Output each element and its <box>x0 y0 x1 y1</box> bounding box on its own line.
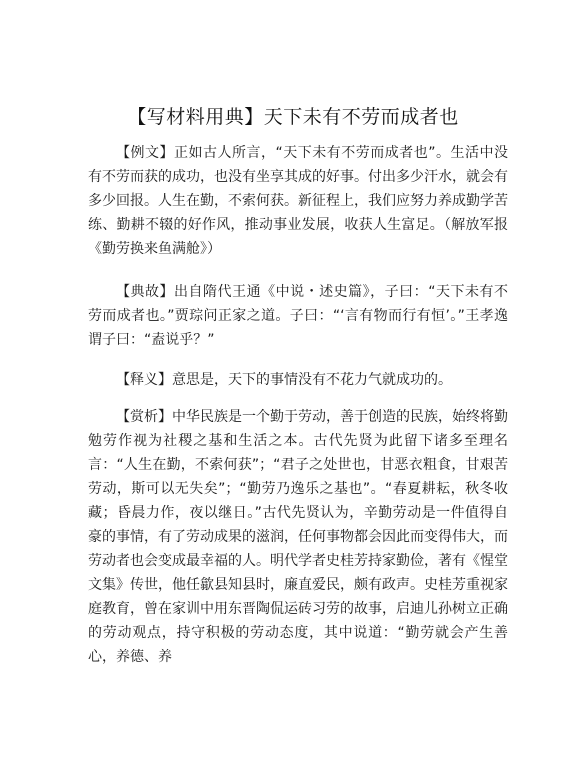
example-paragraph: 【例文】正如古人所言，“天下未有不劳而成者也”。生活中没有不劳而获的成功，也没有坐享其成的好事。付出多少汗水，就会有多少回报。人生在勤，不索何获。新征程上，我们应努力养成勤学苦练、勤耕不辍的好作风，推动事业发展，收获人生富足。（解放军报《勤劳换来鱼满舱》） <box>88 145 508 257</box>
document-title: 【写材料用典】天下未有不劳而成者也 <box>127 106 459 128</box>
allusion-paragraph: 【典故】出自隋代王通《中说・述史篇》，子曰：“天下未有不劳而成者也。”贾琮问正家之道。子曰：“‘言有物而行有恒’。”王孝逸谓子曰：“盍说乎？” <box>88 284 508 348</box>
appreciation-paragraph: 【赏析】中华民族是一个勤于劳动，善于创造的民族，始终将勤勉劳作视为社稷之基和生活之本。古代先贤为此留下诸多至理名言：“人生在勤，不索何获”；“君子之处世也，甘恶衣粗食，甘艰苦劳动，斯可以无失矣”；“勤劳乃逸乐之基也”。“春夏耕耘，秋冬收藏；昏晨力作，夜以继日。”古代先贤认为，辛勤劳动是一件值得自豪的事情，有了劳动成果的滋润，任何事物都会因此而变得伟大，而劳动者也会变成最幸福的人。明代学者史桂芳持家勤俭，著有《惺堂文集》传世，他任歙县知县时，廉直爱民，颇有政声。史桂芳重视家庭教育，曾在家训中用东晋陶侃运砖习劳的故事，启迪儿孙树立正确的劳动观点，持守积极的劳动态度，其中说道：“勤劳就会产生善心，养德、养 <box>88 409 508 665</box>
meaning-paragraph: 【释义】意思是，天下的事情没有不花力气就成功的。 <box>116 372 452 388</box>
